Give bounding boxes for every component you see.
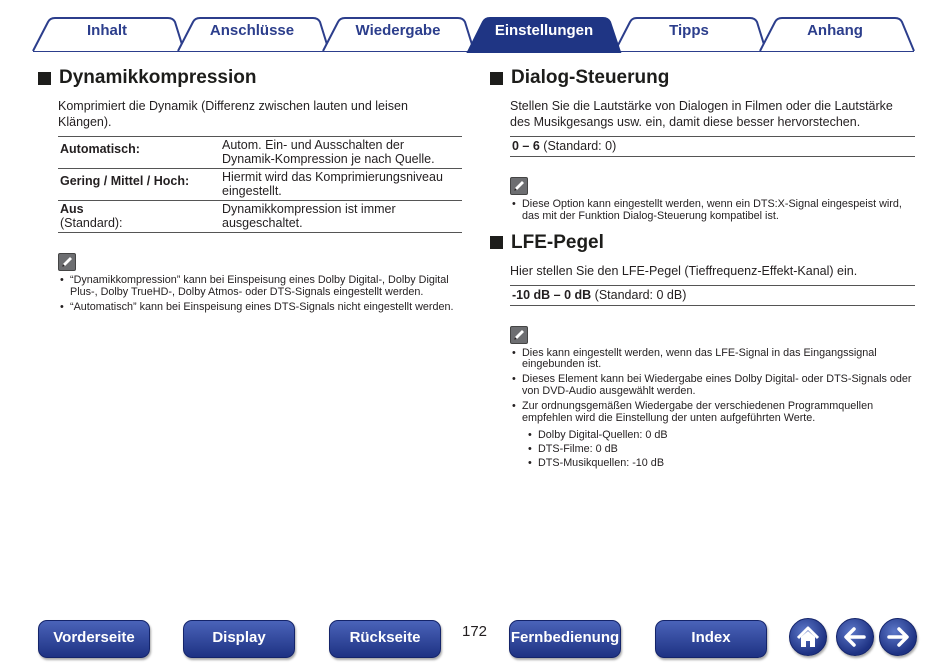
list-item: • “Dynamikkompression” kann bei Einspeisung eines Dolby Digital-, Dolby Digital Plus-, Dolby TrueHD-, Dolby Atmos- oder DTS-Signals eingestellt werden. [60, 275, 462, 299]
pencil-note-icon [510, 177, 528, 195]
section-heading-dynamikkompression: Dynamikkompression [38, 66, 462, 90]
table-row [58, 201, 462, 233]
top-tab-bar [0, 0, 950, 56]
list-item: • Dies kann eingestellt werden, wenn das LFE-Signal in das Eingangssignal eingebunden ist. [512, 348, 915, 372]
tab-anhang[interactable]: Anhang [807, 22, 863, 39]
table-row [58, 169, 462, 201]
lfe-sub-notes [528, 428, 915, 470]
list-item: • Zur ordnungsgemäßen Wiedergabe der verschiedenen Programmquellen empfehlen wird die Einstellung der unten aufgeführten Werte. • Dolby Digital-Quellen: 0 dB • DTS-Filme: 0 dB • DTS-Musikquellen: -10 dB [512, 401, 915, 471]
display-button[interactable]: Display [183, 620, 295, 658]
tab-wiedergabe[interactable]: Wiedergabe [355, 22, 441, 39]
tab-einstellungen[interactable]: Einstellungen [494, 22, 594, 39]
left-column [38, 66, 462, 316]
lfe-range [510, 285, 915, 306]
pencil-note-icon [58, 253, 76, 271]
list-item: • DTS-Filme: 0 dB [528, 442, 915, 456]
index-button[interactable]: Index [655, 620, 767, 658]
lfe-description: Hier stellen Sie den LFE-Pegel (Tieffrequenz-Effekt-Kanal) ein. [510, 263, 858, 278]
list-item: • Dieses Element kann bei Wiedergabe eines Dolby Digital- oder DTS-Signals oder von DVD-Audio ausgewählt werden. [512, 374, 915, 398]
lfe-notes [512, 348, 915, 471]
fernbedienung-button[interactable]: Fernbedienung [509, 620, 621, 658]
range-value: 0 – 6 [512, 139, 540, 153]
option-key: Aus [60, 202, 84, 216]
rueckseite-button[interactable]: Rückseite [329, 620, 441, 658]
section-heading-dialog-steuerung: Dialog-Steuerung [490, 66, 915, 90]
forward-button[interactable] [879, 618, 917, 656]
range-default: (Standard: 0) [539, 139, 617, 153]
tab-inhalt[interactable]: Inhalt [87, 22, 127, 39]
heading-square-icon [490, 236, 503, 249]
arrow-right-icon [880, 619, 916, 655]
dialog-range [510, 136, 915, 157]
dynamik-notes [60, 275, 462, 313]
option-key: Automatisch: [60, 142, 140, 156]
list-item: • DTS-Musikquellen: -10 dB [528, 456, 915, 470]
option-key-sub: (Standard): [60, 215, 123, 230]
home-button[interactable] [789, 618, 827, 656]
page-number: 172 [462, 623, 488, 640]
dynamik-options-table [58, 136, 462, 233]
option-value: Dynamikkompression ist immer ausgeschaltet. [222, 202, 396, 230]
home-icon [790, 619, 826, 655]
back-button[interactable] [836, 618, 874, 656]
dynamik-description: Komprimiert die Dynamik (Differenz zwischen lauten und leisen Klängen). [58, 99, 408, 129]
heading-square-icon [38, 72, 51, 85]
tab-anschluesse[interactable]: Anschlüsse [209, 22, 295, 39]
vorderseite-button[interactable]: Vorderseite [38, 620, 150, 658]
list-item: • “Automatisch” kann bei Einspeisung eines DTS-Signals nicht eingestellt werden. [60, 302, 462, 314]
section-heading-lfe-pegel: LFE-Pegel [490, 231, 915, 255]
tab-tipps[interactable]: Tipps [669, 22, 709, 39]
right-column [490, 66, 915, 473]
heading-square-icon [490, 72, 503, 85]
range-value: -10 dB – 0 dB [512, 287, 592, 302]
dialog-description: Stellen Sie die Lautstärke von Dialogen in Filmen oder die Lautstärke des Musikgesangs usw. ein, damit diese besser hervorstechen. [510, 99, 893, 129]
option-value: Hiermit wird das Komprimierungsniveau eingestellt. [222, 170, 443, 198]
arrow-left-icon [837, 619, 873, 655]
option-key: Gering / Mittel / Hoch: [60, 174, 190, 188]
range-default: (Standard: 0 dB) [591, 287, 687, 302]
option-value: Autom. Ein- und Ausschalten der Dynamik-Kompression je nach Quelle. [222, 138, 435, 166]
pencil-note-icon [510, 326, 528, 344]
list-item: • Diese Option kann eingestellt werden, wenn ein DTS:X-Signal eingespeist wird, das mit der Funktion Dialog-Steuerung kompatibel ist. [512, 199, 915, 223]
dialog-notes [512, 199, 915, 223]
list-item: • Dolby Digital-Quellen: 0 dB [528, 428, 915, 442]
table-row [58, 137, 462, 169]
